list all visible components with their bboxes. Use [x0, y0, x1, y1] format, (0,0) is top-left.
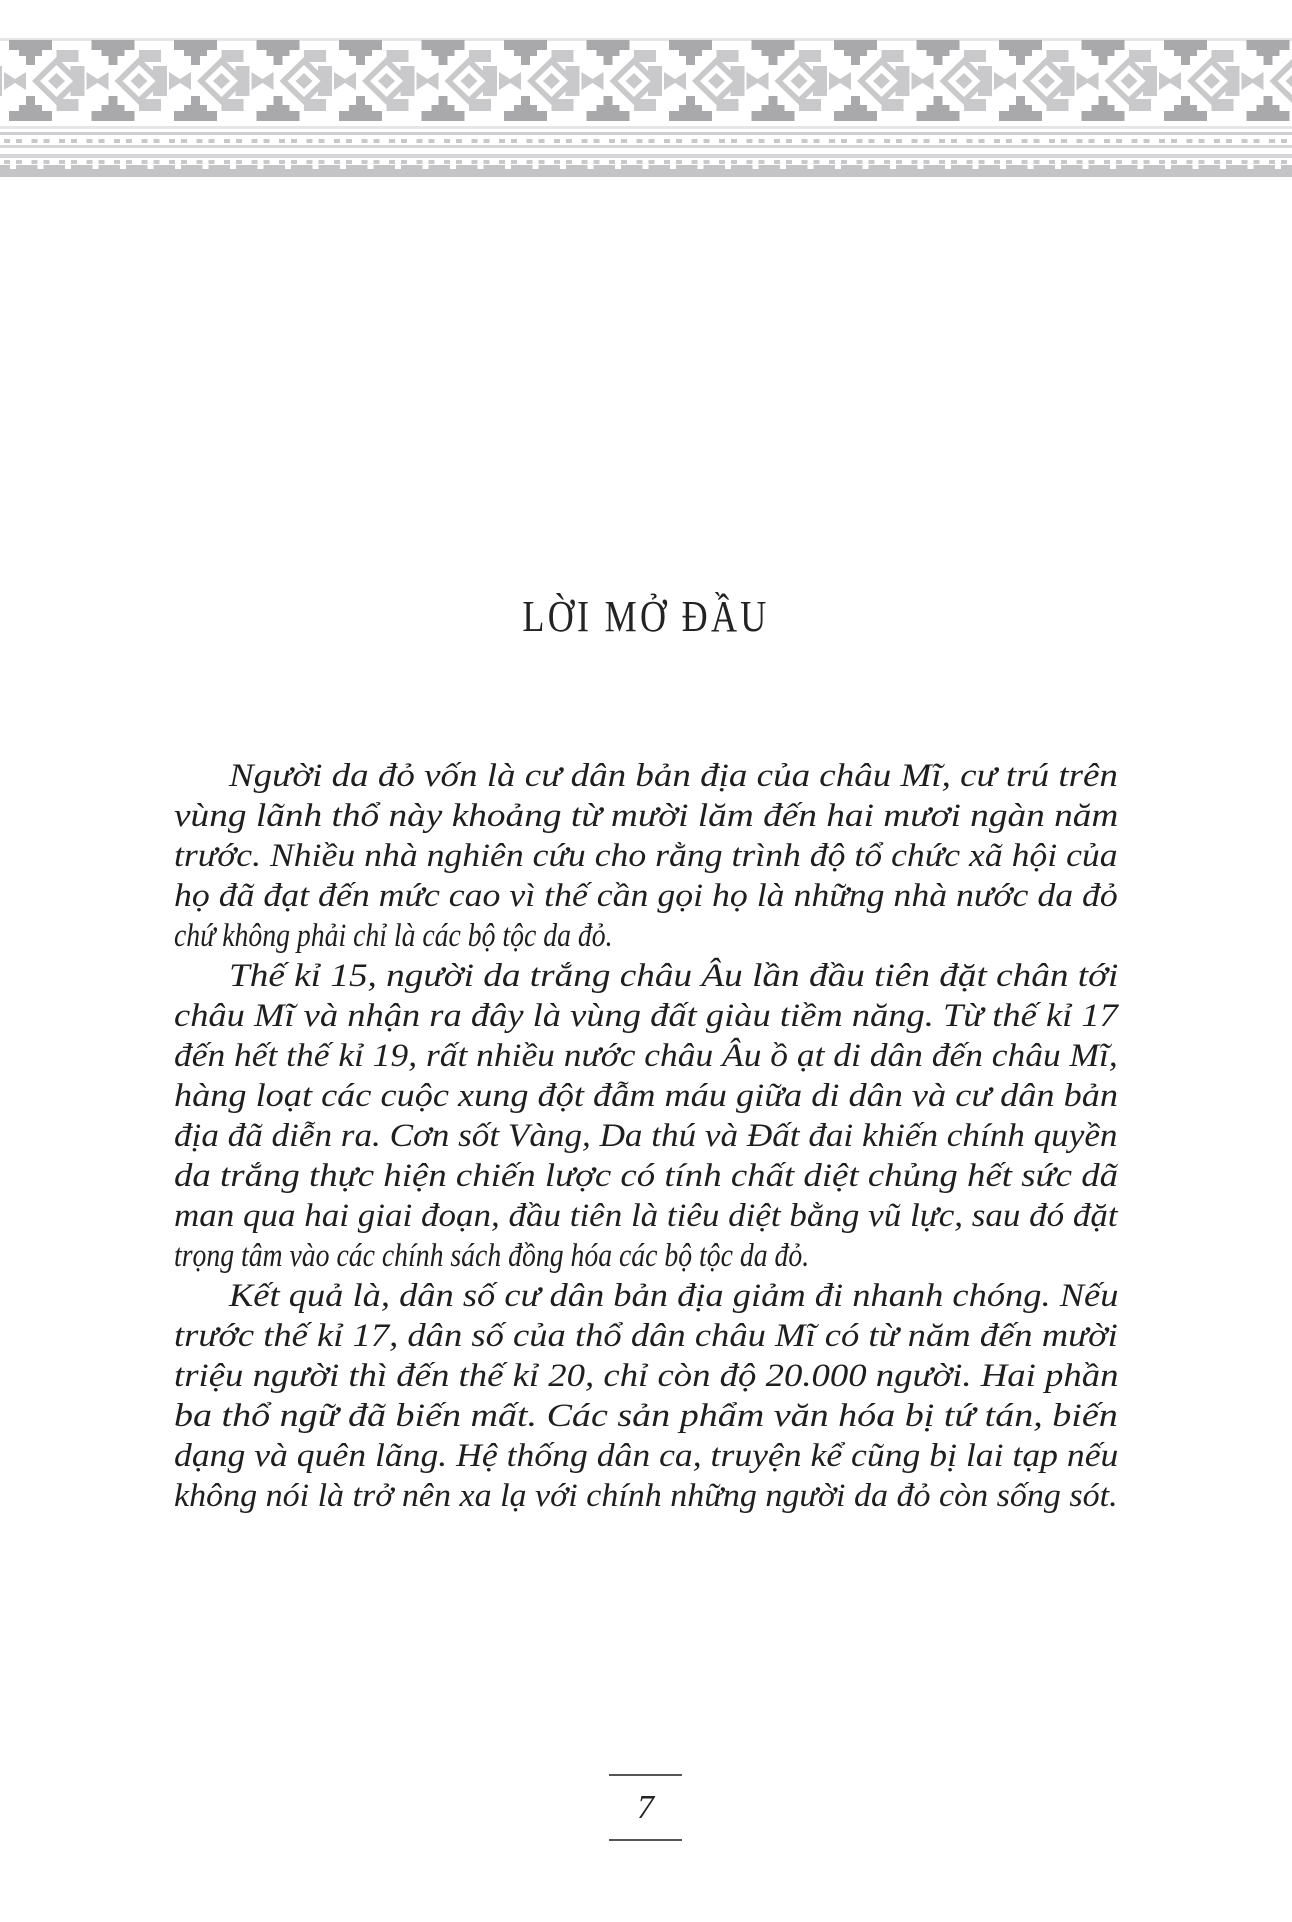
- text-line: địa đã diễn ra. Cơn sốt Vàng, Da thú và Đất đai khiến chính quyền: [174, 1118, 1118, 1154]
- text-line: hàng loạt các cuộc xung đột đẫm máu giữa di dân và cư dân bản: [174, 1078, 1119, 1114]
- page-number-rule-top: [609, 1774, 682, 1776]
- text-line: dạng và quên lãng. Hệ thống dân ca, truyện kể cũng bị lai tạp nếu: [174, 1438, 1119, 1474]
- page-number: 7: [637, 1789, 654, 1826]
- text-line: triệu người thì đến thế kỉ 20, chỉ còn độ 20.000 người. Hai phần: [174, 1358, 1119, 1394]
- paragraph-3: [174, 1276, 1118, 1516]
- page-number-rule-bottom: [609, 1839, 682, 1841]
- paragraph-1: [174, 756, 1118, 956]
- text-line: da trắng thực hiện chiến lược có tính chất diệt chủng hết sức dã: [174, 1158, 1119, 1194]
- body-text: [174, 756, 1118, 1516]
- text-line: trước. Nhiều nhà nghiên cứu cho rằng trình độ tổ chức xã hội của: [174, 838, 1118, 874]
- text-line: Kết quả là, dân số cư dân bản địa giảm đi nhanh chóng. Nếu: [229, 1278, 1119, 1314]
- text-line: Người da đỏ vốn là cư dân bản địa của châu Mĩ, cư trú trên: [229, 758, 1118, 794]
- chapter-title: LỜI MỞ ĐẦU: [522, 592, 770, 642]
- ornament-border: [0, 30, 1292, 182]
- text-line: man qua hai giai đoạn, đầu tiên là tiêu diệt bằng vũ lực, sau đó đặt: [174, 1198, 1118, 1234]
- page-number-block: [609, 1772, 682, 1844]
- text-line: trọng tâm vào các chính sách đồng hóa các bộ tộc da đỏ.: [174, 1238, 810, 1274]
- text-line: đến hết thế kỉ 19, rất nhiều nước châu Âu ồ ạt di dân đến châu Mĩ,: [174, 1038, 1118, 1074]
- tribal-pattern-icon: [0, 30, 1292, 182]
- paragraph-2: [174, 956, 1118, 1276]
- text-line: chứ không phải chỉ là các bộ tộc da đỏ.: [174, 918, 613, 954]
- text-line: ba thổ ngữ đã biến mất. Các sản phẩm văn hóa bị tứ tán, biến: [174, 1398, 1118, 1434]
- text-line: Thế kỉ 15, người da trắng châu Âu lần đầu tiên đặt chân tới: [229, 958, 1119, 994]
- text-line: họ đã đạt đến mức cao vì thế cần gọi họ là những nhà nước da đỏ: [174, 878, 1118, 914]
- text-line: trước thế kỉ 17, dân số của thổ dân châu Mĩ có từ năm đến mười: [174, 1318, 1118, 1354]
- text-line: châu Mĩ và nhận ra đây là vùng đất giàu tiềm năng. Từ thế kỉ 17: [174, 998, 1118, 1034]
- text-line: không nói là trở nên xa lạ với chính những người da đỏ còn sống sót.: [174, 1478, 1118, 1514]
- text-line: vùng lãnh thổ này khoảng từ mười lăm đến hai mươi ngàn năm: [174, 798, 1119, 834]
